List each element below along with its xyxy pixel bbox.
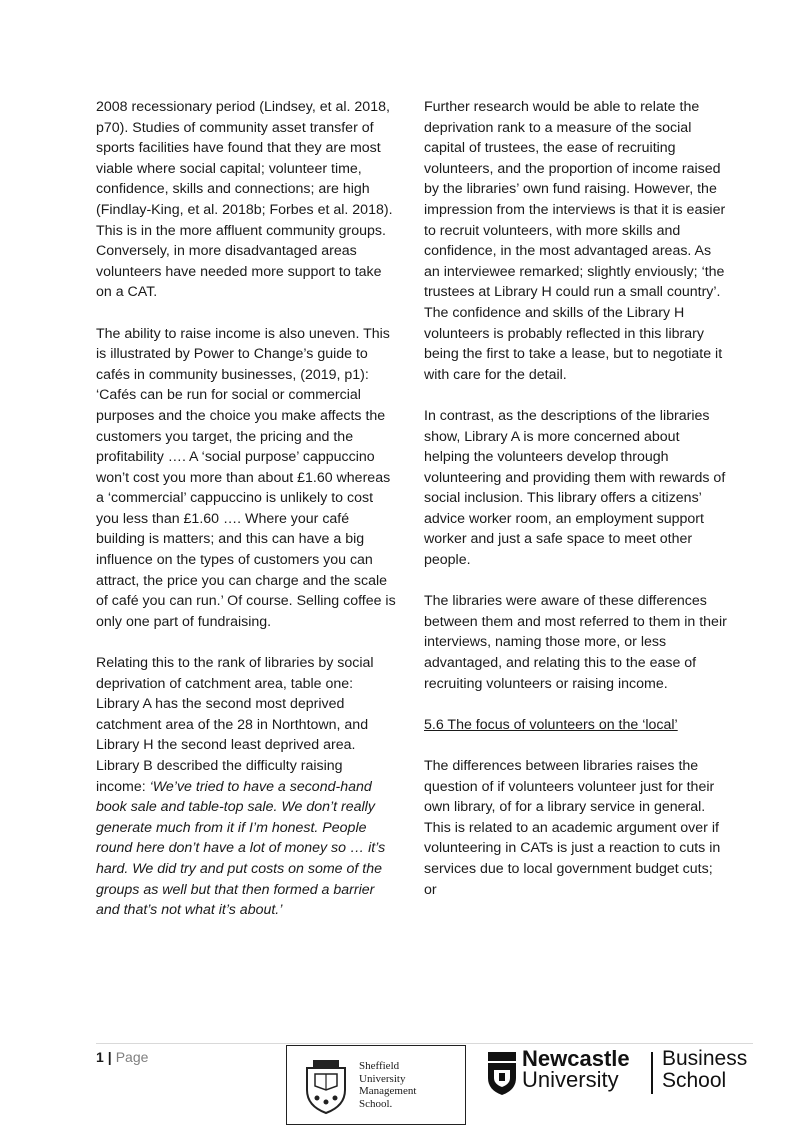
page-label: Page [115, 1049, 149, 1065]
newcastle-university: University [522, 1067, 619, 1092]
body-paragraph: 2008 recessionary period (Lindsey, et al. 2018, p70). Studies of community asset transfer of sports facilities have found that they are most viable where social capital; volunteer time, confidence, skills and connections; are high (Findlay-King, et al. 2018b; Forbes et al. 2018). This is in the more affluent community groups. Conversely, in more disadvantaged areas volunteers have needed more support to take on a CAT. [96, 99, 393, 301]
interview-quote: ‘We’ve tried to have a second-hand book sale and table-top sale. We don’t really generate much from it if I’m honest. People round here don’t have a lot of money so … it’s hard. We did try and put costs on some of the groups as well but that then formed a barrier and that’s not what it’s about.’ [96, 778, 386, 919]
logo-divider [651, 1052, 653, 1094]
right-column [424, 97, 729, 900]
section-heading: 5.6 The focus of volunteers on the ‘local’ [424, 716, 678, 733]
newcastle-crest-icon [486, 1050, 518, 1096]
body-paragraph: Further research would be able to relate the deprivation rank to a measure of the social capital of trustees, the ease of recruiting volunteers, and the proportion of income raised by the libraries’ own fund raising. However, the impression from the interviews is that it is easier to recruit volunteers, with more skills and confidence, in the most advantaged areas. As an interviewee remarked; slightly enviously; ‘the trustees at Library H could run a small country’. The confidence and skills of the Library H volunteers is probably reflected in this library being the first to take a lease, but to negotiate it with care for the detail. [424, 99, 726, 383]
body-paragraph: In contrast, as the descriptions of the libraries show, Library A is more concerned about helping the volunteers develop through volunteering and providing them with rewards of social inclusion. This library offers a citizens’ advice worker room, an employment support worker and just a safe space to meet other people. [424, 407, 726, 569]
body-text: Relating this to the rank of libraries by social deprivation of catchment area, table one: Library A has the second most deprived catchment area of the 28 in Northtown, and Library H the second least deprived area. Library B described the difficulty raising income: [96, 655, 374, 795]
left-column [96, 97, 396, 921]
body-paragraph: The differences between libraries raises the question of if volunteers volunteer just for their own library, of for a library service in general. This is related to an academic argument over if volunteering in CATs is just a reaction to cuts in services due to local government budget cuts; or [424, 758, 721, 898]
business-school-text [662, 1048, 747, 1092]
logo-line: School. [359, 1097, 393, 1110]
business-word: Business [662, 1047, 748, 1070]
logo-line: Sheffield [359, 1060, 400, 1072]
body-paragraph: The ability to raise income is also uneven. This is illustrated by Power to Change’s guide to cafés in community businesses, (2019, p1): ‘Cafés can be run for social or commercial purposes and the choice you make affects the customers you target, the pricing and the profitability …. A ‘social purpose’ cappuccino won’t cost you more than about £1.60 whereas a ‘commercial’ cappuccino is unlikely to cost you less than £1.60 …. Where your café building is matters; and this can have a big influence on the types of customers you can attract, the price you can charge and the scale of café you can run.’ Of course. Selling coffee is only one part of fundraising. [96, 325, 396, 630]
sheffield-logo [286, 1045, 466, 1125]
footer-divider [96, 1043, 753, 1044]
body-paragraph: The libraries were aware of these differences between them and most referred to them in their interviews, naming those more, or less advantaged, and relating this to the ease of recruiting volunteers or raising income. [424, 593, 727, 692]
logo-line: University [359, 1072, 406, 1085]
page-number-value: 1 [96, 1049, 104, 1065]
body-paragraph [96, 653, 396, 921]
sheffield-crest-icon [301, 1056, 351, 1116]
page-separator: | [107, 1049, 112, 1065]
school-word: School [662, 1069, 727, 1092]
newcastle-logo [486, 1046, 756, 1098]
sheffield-logo-text [359, 1060, 416, 1110]
page-number [96, 1049, 148, 1065]
logo-line: Management [359, 1085, 417, 1097]
newcastle-name: Newcastle [522, 1046, 630, 1071]
